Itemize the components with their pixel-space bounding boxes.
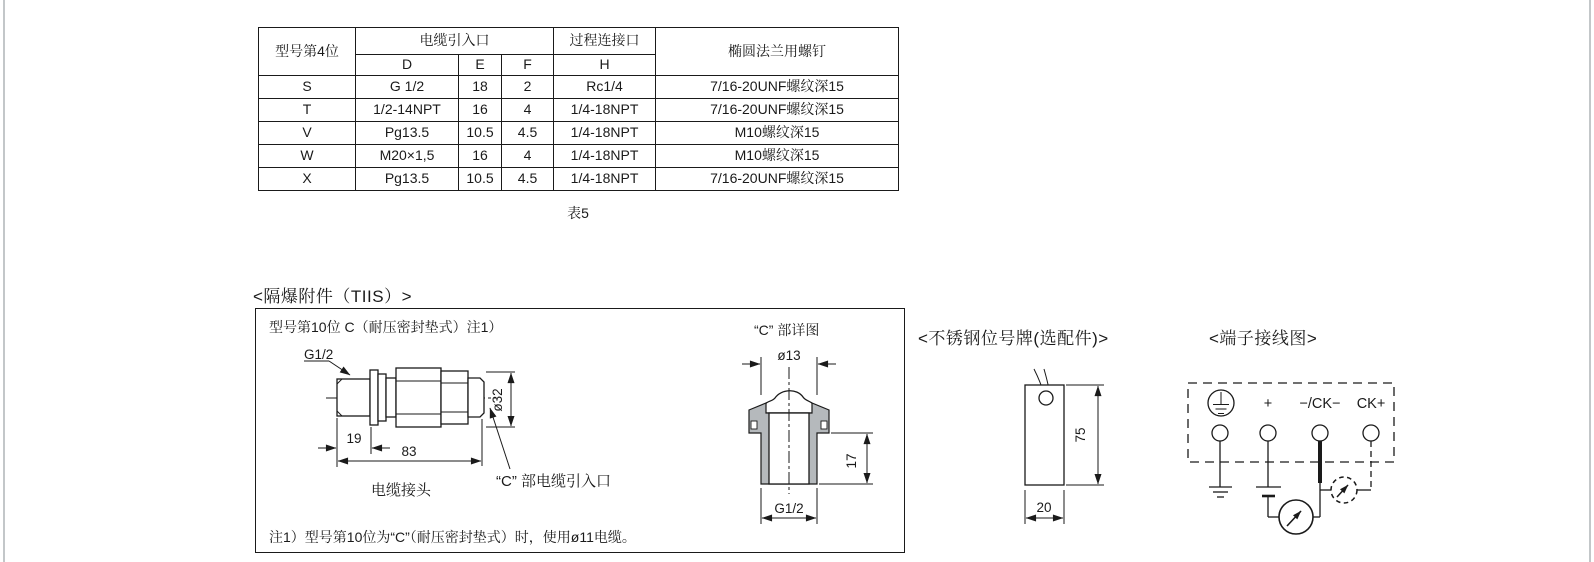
tagplate-drawing (920, 350, 1180, 562)
cell-e: 16 (459, 145, 502, 168)
entry-caption: “C” 部电缆引入口 (496, 473, 611, 490)
header-e: E (459, 55, 502, 76)
cable-gland-drawing (304, 347, 611, 499)
flange-ring (370, 370, 378, 425)
gland-body2 (441, 371, 468, 424)
wiring-section-title: <端子接线图> (1209, 329, 1318, 348)
cell-screw: 7/16-20UNF螺纹深15 (656, 99, 899, 122)
cell-screw: M10螺纹深15 (656, 122, 899, 145)
table-row (259, 122, 899, 145)
header-process-connection: 过程连接口 (554, 28, 656, 55)
terminal-screw (1260, 425, 1276, 441)
header-model-digit: 型号第4位 (259, 28, 356, 76)
terminal-screw (1212, 425, 1228, 441)
header-f: F (502, 55, 554, 76)
cell-h: 1/4-18NPT (554, 168, 656, 191)
terminal-screw (1312, 425, 1328, 441)
c-detail-title: “C” 部详图 (754, 322, 820, 338)
cell-screw: 7/16-20UNF螺纹深15 (656, 76, 899, 99)
ammeter-icon (1279, 500, 1313, 534)
header-cable-entry: 电缆引入口 (356, 28, 554, 55)
terminal-label-ck-plus: CK+ (1356, 396, 1386, 412)
flameproof-box (255, 308, 905, 553)
terminal-screw (1363, 425, 1379, 441)
dim-thread-label: G1/2 (304, 347, 334, 362)
table-row (259, 76, 899, 99)
cell-d: G 1/2 (356, 76, 459, 99)
cell-d: 1/2-14NPT (356, 99, 459, 122)
cell-h: 1/4-18NPT (554, 145, 656, 168)
dim-17: 17 (844, 453, 859, 469)
dim-dia32: ø32 (490, 388, 505, 412)
page-right-border (1589, 0, 1591, 562)
cell-model: V (259, 122, 356, 145)
table-caption: 表5 (567, 205, 589, 221)
spec-table-wrapper (258, 27, 899, 191)
note-text: 注1）型号第10位为“C”（耐压密封垫式）时，使用ø11电缆。 (269, 529, 636, 545)
cell-d: Pg13.5 (356, 122, 459, 145)
earth-ground-icon (1208, 390, 1234, 416)
cell-e: 16 (459, 99, 502, 122)
terminal-label-plus: + (1263, 396, 1273, 412)
table-row (259, 99, 899, 122)
check-meter-icon (1331, 477, 1357, 503)
dim-19: 19 (346, 431, 362, 446)
c-detail-drawing (742, 348, 873, 524)
gland-caption: 电缆接头 (370, 482, 432, 499)
cell-f: 4.5 (502, 122, 554, 145)
cell-screw: M10螺纹深15 (656, 145, 899, 168)
gland-body (396, 368, 441, 427)
neck (386, 378, 396, 417)
spec-table (258, 27, 899, 191)
table-row (259, 168, 899, 191)
leader-arrow (329, 361, 350, 375)
dim-20: 20 (1036, 500, 1052, 515)
cell-d: M20×1,5 (356, 145, 459, 168)
header-flange-screw: 椭圆法兰用螺钉 (656, 28, 899, 76)
cell-f: 2 (502, 76, 554, 99)
variant-label: 型号第10位 C（耐压密封垫式）注1） (269, 319, 503, 335)
cell-e: 10.5 (459, 168, 502, 191)
cell-h: 1/4-18NPT (554, 122, 656, 145)
cell-model: T (259, 99, 356, 122)
dim-dia13: ø13 (777, 348, 801, 363)
flameproof-section-title: <隔爆附件（TIIS）> (253, 287, 413, 306)
header-h: H (554, 55, 656, 76)
cell-f: 4.5 (502, 168, 554, 191)
cell-h: 1/4-18NPT (554, 99, 656, 122)
cell-e: 18 (459, 76, 502, 99)
cell-f: 4 (502, 145, 554, 168)
tagplate-section-title: <不锈钢位号牌(选配件)> (918, 329, 1109, 348)
tag-hole (1039, 391, 1053, 405)
dim-thread2: G1/2 (774, 501, 804, 516)
entry-leader (490, 408, 510, 469)
cell-model: S (259, 76, 356, 99)
flange-ring (378, 374, 386, 421)
dim-83: 83 (401, 444, 417, 459)
flameproof-drawings (256, 309, 906, 554)
cell-model: X (259, 168, 356, 191)
terminal-label-ck-minus: −/CK− (1299, 396, 1341, 412)
thread-stub (337, 379, 370, 416)
wiring-diagram (1160, 350, 1440, 562)
page-left-border (3, 0, 5, 562)
end-cap (468, 378, 484, 417)
cell-model: W (259, 145, 356, 168)
cell-f: 4 (502, 99, 554, 122)
table-row (259, 145, 899, 168)
ground-symbol-icon (1209, 487, 1232, 497)
cell-d: Pg13.5 (356, 168, 459, 191)
battery-icon (1256, 487, 1281, 496)
header-d: D (356, 55, 459, 76)
dim-75: 75 (1073, 427, 1088, 443)
cell-h: Rc1/4 (554, 76, 656, 99)
cell-screw: 7/16-20UNF螺纹深15 (656, 168, 899, 191)
cell-e: 10.5 (459, 122, 502, 145)
